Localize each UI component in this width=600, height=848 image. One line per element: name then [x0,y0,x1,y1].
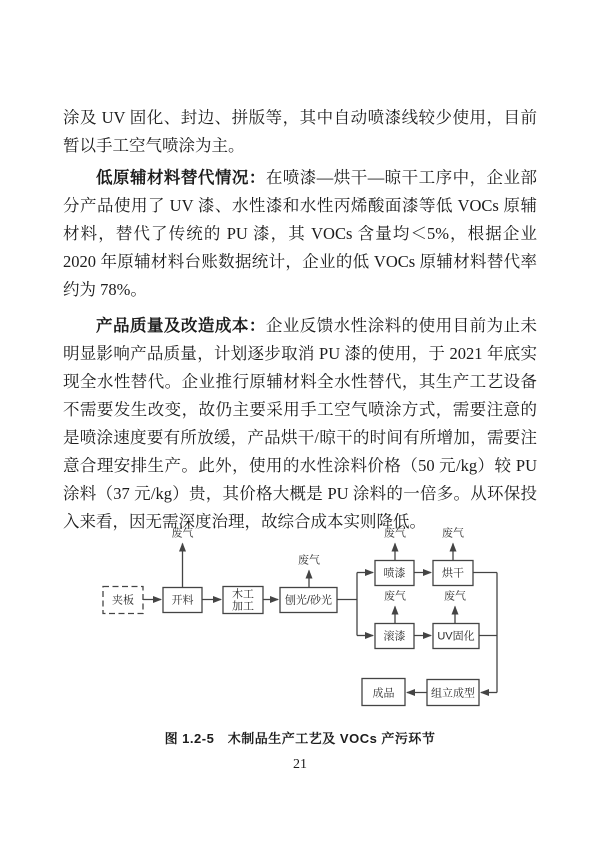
flow-node-planing [280,588,337,613]
flow-node-dry [433,561,473,586]
woodwork-label-line1: 木工 [232,588,254,601]
document-body [63,104,537,536]
woodwork-label-line2: 加工 [232,600,254,613]
flow-node-spray [375,561,414,586]
paragraph-quality-cost-text: 企业反馈水性涂料的使用目前为止未明显影响产品质量，计划逐步取消 PU 漆的使用，于 2021 年底实现全水性替代。企业推行原辅材料全水性替代，其生产工艺设备不需要发生改变，故仍主要采用手工空气喷涂方式，需要注意的是喷涂速度要有所放缓，产品烘干/晾干的时间有所增加，需要注意合理安排生产。此外，使用的水性涂料价格（50 元/kg）较 PU 涂料（37 元/kg）贵，其价格大概是 PU 涂料的一倍多。从环保投入来看，因无需深度治理，故综合成本实则降低。 [63,316,538,531]
paragraph-low-voc-substitution [63,164,537,304]
paragraph-continuation-text: 涂及 UV 固化、封边、拼版等，其中自动喷漆线较少使用，目前暂以手工空气喷涂为主。 [63,108,537,155]
waste-gas-label: 废气 [384,590,406,603]
waste-gas-label: 废气 [298,554,320,567]
paragraph-continuation [63,104,537,160]
flow-node-assemble [427,680,479,706]
paragraph-quality-cost-lead: 产品质量及改造成本： [96,316,266,335]
flow-node-plywood [103,587,143,614]
dry-label: 烘干 [442,567,464,580]
flow-node-cutting [163,588,202,613]
paragraph-low-voc-lead: 低原辅材料替代情况： [96,168,266,187]
waste-gas-label: 废气 [442,527,464,540]
flow-node-roller [375,624,414,649]
flow-node-finished [362,679,405,706]
page-number: 21 [293,757,307,772]
waste-gas-label: 废气 [171,527,194,540]
finished-label: 成品 [372,687,395,700]
paragraph-low-voc-text: 在喷漆—烘干—晾干工序中，企业部分产品使用了 UV 漆、水性漆和水性丙烯酸面漆等低 VOCs 原辅材料，替代了传统的 PU 漆，其 VOCs 含量均＜5%，根据企业 2020 年原辅材料台账数据统计，企业的低 VOCs 原辅材料替代率约为 78%。 [63,168,538,299]
uv-label: UV固化 [437,630,475,643]
plywood-label: 夹板 [112,594,134,607]
figure-caption: 图 1.2-5 木制品生产工艺及 VOCs 产污环节 [164,731,436,746]
roller-label: 滚漆 [383,630,406,643]
assemble-label: 组立成型 [431,687,475,700]
spray-label: 喷漆 [383,567,406,580]
flow-node-woodwork [223,587,263,614]
waste-gas-label: 废气 [384,527,406,540]
flow-nodes [103,561,479,706]
planing-label: 刨光/砂光 [284,594,333,607]
waste-gas-label: 废气 [444,590,466,603]
cutting-label: 开料 [171,594,194,607]
process-flow-diagram [95,512,515,717]
paragraph-quality-cost [63,312,537,536]
flow-node-uv [433,624,479,649]
